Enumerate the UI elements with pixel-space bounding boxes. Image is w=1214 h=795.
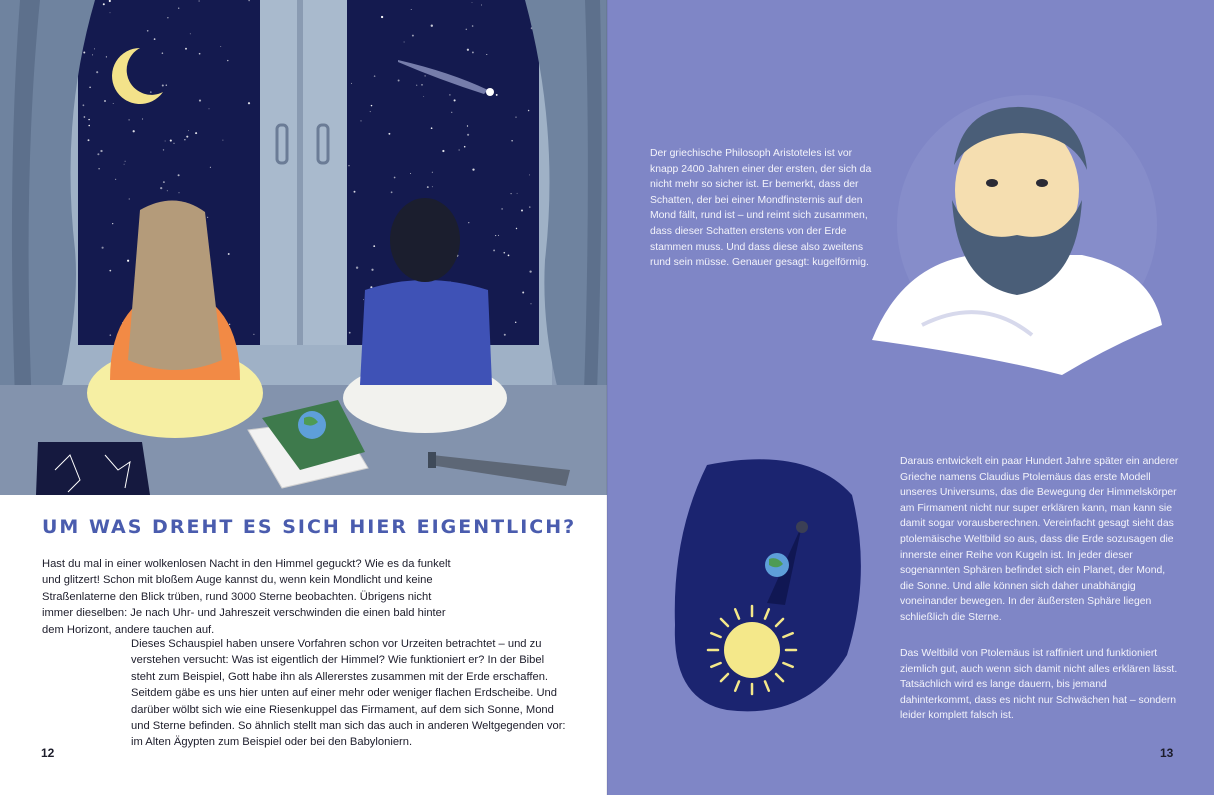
ptolemaeus-paragraph: Daraus entwickelt ein paar Hundert Jahre später ein anderer Grieche namens Claudius Ptolemäus das erste Modell unseres Universums, das die Bewegung der Himmelskörper am Firmament nicht nur super erklären kann, man kann sie damit sogar vorausberechnen. Vereinfacht gesagt sieht das ptolemäische Weltbild so aus, dass die Erde sozusagen die innerste einer Reihe von Kugeln ist. In jeder dieser sogenannten Sphären befindet sich ein Planet, der Mond, die Sonne. Und alle können sich daher unabhängig voneinander bewegen. In der äußersten Sphäre liegen schließlich die Sterne. — [900, 456, 1179, 623]
book-gutter — [606, 0, 608, 795]
history-paragraph: Dieses Schauspiel haben unsere Vorfahren schon vor Urzeiten betrachtet – und zu verstehen versucht: Was ist eigentlich der Himmel? Wie funktioniert er? In der Bibel steht zum Beispiel, Gott habe ihn als Allererstes zusammen mit der Erde erschaffen. Seitdem gäbe es uns hier unten auf einer mehr oder weniger flachen Erdscheibe. Und darüber wölbt sich wie eine Riesenkuppel das Firmament, auf dem sich Sonne, Mond und Sterne befinden. So ähnlich stellt man sich das auch in anderen Weltgegenden vor: im Alten Ägypten zum Beispiel oder bei den Babyloniern. — [131, 638, 566, 749]
intro-paragraph: Hast du mal in einer wolkenlosen Nacht in den Himmel geguckt? Wie es da funkelt und glitzert! Schon mit bloßem Auge kannst du, wenn kein Mondlicht und keine Straßenlaterne den Blick trüben, rund 3000 Sterne beobachten. Übrigens nicht immer dieselben: Je nach Uhr- und Jahreszeit verschwinden die einen bald hinter dem Horizont, andere tauchen auf. — [42, 558, 451, 636]
section-heading: UM WAS DREHT ES SICH HIER EIGENTLICH? — [42, 516, 577, 538]
aristoteles-paragraph: Der griechische Philosoph Aristoteles ist vor knapp 2400 Jahren einer der ersten, der sich da nicht mehr so sicher ist. Er bemerkt, dass der Schatten, der bei einer Mondfinsternis auf den Mond fällt, rund ist – und reimt sich zusammen, dass dieser Schatten erstens von der Erde stammen muss. Und dass diese also zweitens rund sein müsse. Genauer gesagt: kugelförmig. — [650, 148, 872, 269]
right-page — [607, 0, 1214, 795]
ptolemaic-world-model-illustration — [667, 455, 867, 720]
aristotle-portrait-illustration — [862, 95, 1172, 380]
children-watching-night-sky-illustration — [0, 0, 607, 495]
page-number-right: 13 — [1160, 746, 1174, 760]
moon-in-shadow-icon — [796, 521, 808, 533]
weltbild-paragraph: Das Weltbild von Ptolemäus ist raffiniert und funktioniert ziemlich gut, auch wenn sich damit nicht alles erklären lässt. Tatsächlich wird es lange dauern, bis jemand dahinterkommt, dass es nicht nur Schwächen hat – sondern leider komplett falsch ist. — [900, 648, 1178, 722]
star-map-book — [36, 442, 150, 495]
page-number-left: 12 — [41, 746, 55, 760]
